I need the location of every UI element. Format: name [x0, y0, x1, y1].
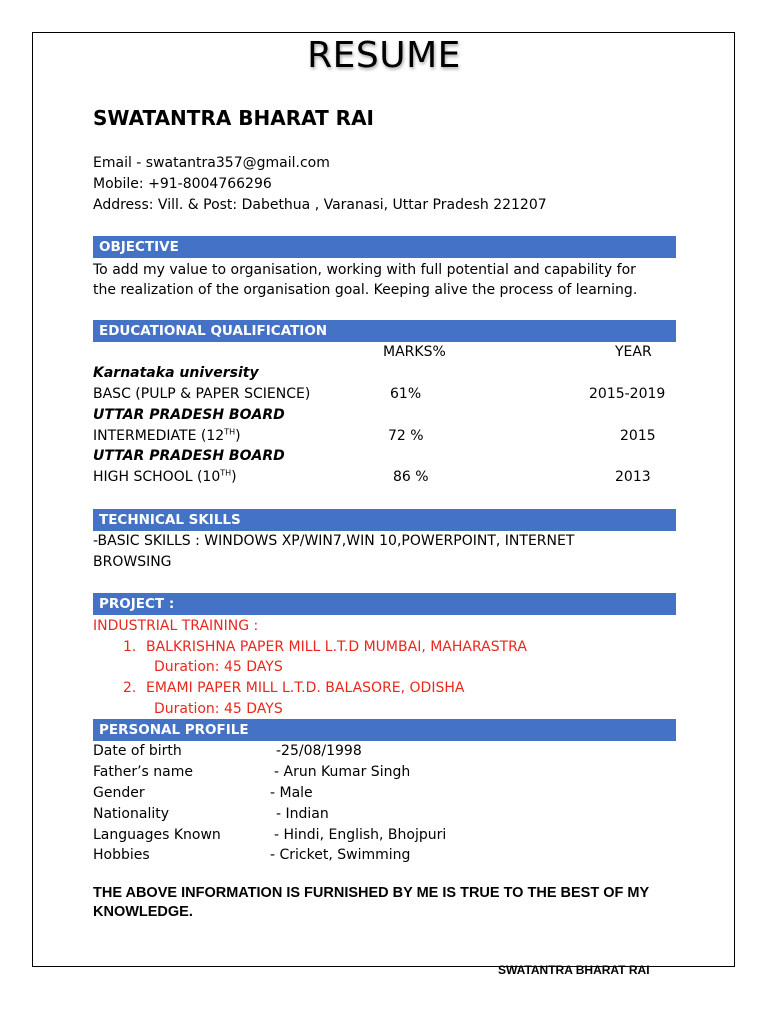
profile-label: Date of birth	[93, 743, 182, 759]
skills-heading: TECHNICAL SKILLS	[93, 509, 676, 531]
skills-line-2: BROWSING	[93, 554, 172, 570]
board-name: Karnataka university	[93, 365, 259, 381]
email-line: Email - swatantra357@gmail.com	[93, 155, 330, 171]
profile-value: -25/08/1998	[276, 743, 362, 759]
candidate-name: SWATANTRA BHARAT RAI	[93, 106, 374, 130]
marks-value: 72 %	[388, 428, 424, 444]
address-line: Address: Vill. & Post: Dabethua , Varanasi, Uttar Pradesh 221207	[93, 197, 547, 213]
objective-heading: OBJECTIVE	[93, 236, 676, 258]
mobile-line: Mobile: +91-8004766296	[93, 176, 272, 192]
year-value: 2015	[620, 428, 656, 444]
signature-name: SWATANTRA BHARAT RAI	[498, 963, 650, 977]
course-name: HIGH SCHOOL (10TH)	[93, 468, 237, 485]
profile-label: Father’s name	[93, 764, 193, 780]
project-duration: Duration: 45 DAYS	[154, 701, 283, 717]
course-name: BASC (PULP & PAPER SCIENCE)	[93, 386, 311, 402]
profile-value: - Male	[270, 785, 313, 801]
objective-text-line-1: To add my value to organisation, working with full potential and capability for	[93, 262, 636, 278]
profile-label: Gender	[93, 785, 145, 801]
profile-label: Hobbies	[93, 847, 150, 863]
project-duration: Duration: 45 DAYS	[154, 659, 283, 675]
declaration-text: THE ABOVE INFORMATION IS FURNISHED BY ME IS TRUE TO THE BEST OF MY KNOWLEDGE.	[93, 885, 649, 920]
board-name: UTTAR PRADESH BOARD	[93, 407, 285, 423]
profile-label: Nationality	[93, 806, 170, 822]
profile-label: Languages Known	[93, 827, 221, 843]
course-name: INTERMEDIATE (12TH)	[93, 427, 241, 444]
profile-value: - Hindi, English, Bhojpuri	[274, 827, 447, 843]
education-heading: EDUCATIONAL QUALIFICATION	[93, 320, 676, 342]
year-value: 2015-2019	[589, 386, 666, 402]
objective-text-line-2: the realization of the organisation goal. Keeping alive the process of learning.	[93, 282, 638, 298]
board-name: UTTAR PRADESH BOARD	[93, 448, 285, 464]
marks-column-header: MARKS%	[383, 344, 446, 360]
profile-value: - Arun Kumar Singh	[274, 764, 411, 780]
industrial-training-heading: INDUSTRIAL TRAINING :	[93, 618, 259, 634]
marks-value: 86 %	[393, 469, 429, 485]
project-name: EMAMI PAPER MILL L.T.D. BALASORE, ODISHA	[146, 680, 465, 696]
project-heading: PROJECT :	[93, 593, 676, 615]
page-title: RESUME	[307, 35, 461, 76]
skills-line-1: -BASIC SKILLS : WINDOWS XP/WIN7,WIN 10,POWERPOINT, INTERNET	[93, 533, 575, 549]
profile-value: - Indian	[276, 806, 329, 822]
project-number: 1.	[123, 639, 137, 655]
profile-value: - Cricket, Swimming	[270, 847, 411, 863]
project-number: 2.	[123, 680, 137, 696]
personal-heading: PERSONAL PROFILE	[93, 719, 676, 741]
year-value: 2013	[615, 469, 651, 485]
project-name: BALKRISHNA PAPER MILL L.T.D MUMBAI, MAHARASTRA	[146, 639, 527, 655]
marks-value: 61%	[390, 386, 422, 402]
year-column-header: YEAR	[615, 344, 652, 360]
